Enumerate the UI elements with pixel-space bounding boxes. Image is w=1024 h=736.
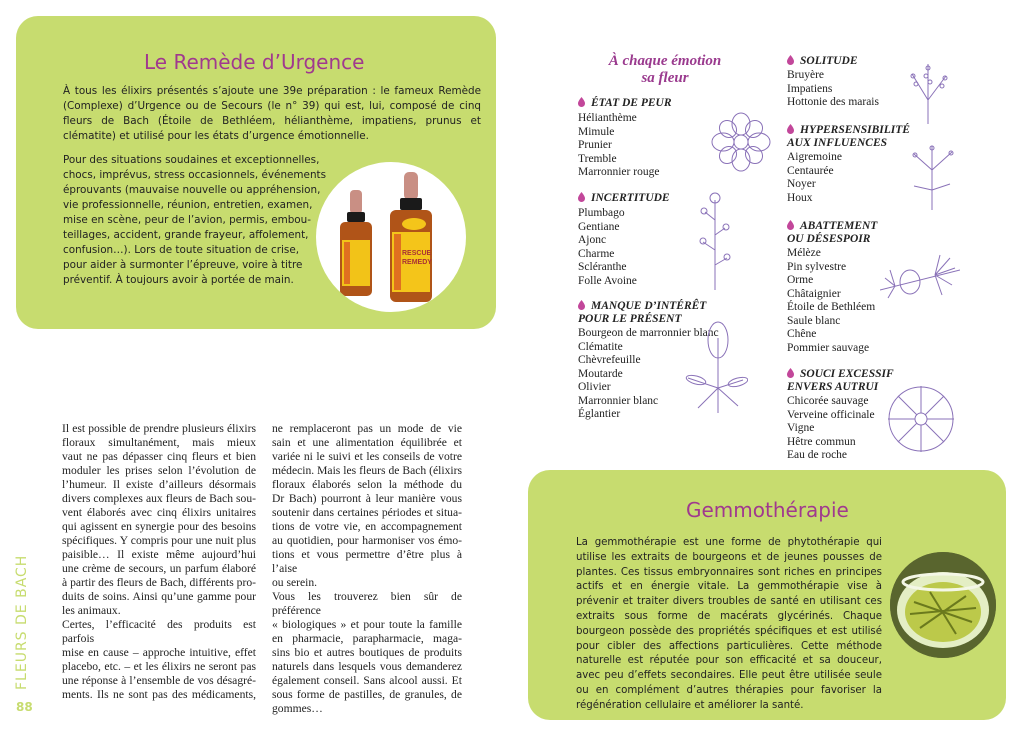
body-line: gommes… xyxy=(272,702,323,715)
flower-drop-icon xyxy=(787,124,794,134)
flower-item: Charme xyxy=(578,247,615,260)
body-column-1 xyxy=(62,422,256,702)
body-line: Vous les trouverez bien sûr de préférence xyxy=(272,590,462,617)
body-line: ne remplaceront pas un mode de vie xyxy=(272,422,462,435)
body-line: floraux simultanément, mais mieux xyxy=(62,436,256,449)
gemmo-title: Gemmothérapie xyxy=(686,498,849,522)
body-line: naturels dans lesquels vous demanderez xyxy=(272,660,462,673)
remede-para2-line: mise en scène, peur de l’avion, permis, embou- xyxy=(63,214,311,226)
flower-item: Scléranthe xyxy=(578,261,627,273)
gemmo-jar-photo xyxy=(890,552,996,658)
body-line: vaut ne pas dépasser cinq fleurs et bien xyxy=(62,450,256,463)
body-line: mise en cause – approche intuitive, effet xyxy=(62,646,256,659)
emotion-heading-line2: AUX INFLUENCES xyxy=(787,137,888,149)
remede-para2-line: chocs, imprévus, stress occasionnels, événements xyxy=(63,169,327,181)
body-line: spécifiques. Y compris pour une nuit plus xyxy=(62,534,256,547)
emotion-heading: ÉTAT DE PEUR xyxy=(578,97,748,110)
emotion-heading: MANQUE D’INTÉRÊT xyxy=(578,300,768,313)
flower-item: Centaurée xyxy=(787,164,834,177)
flower-item: Pin sylvestre xyxy=(787,260,847,273)
body-line: Dr Bach) pourront à leur manière vous xyxy=(272,492,462,505)
flower-item: Marronnier rouge xyxy=(578,166,660,178)
emotion-heading: INCERTITUDE xyxy=(578,192,748,205)
flower-item: Châtaignier xyxy=(787,287,841,300)
body-line: ments. Ils ne sont pas des médicaments, xyxy=(62,688,256,701)
body-line: variée ni le suivi et les conseils de votre xyxy=(272,450,462,463)
flower-item: Orme xyxy=(787,274,814,286)
flower-item: Hélianthème xyxy=(578,112,637,124)
flower-drop-icon xyxy=(578,192,585,202)
body-line: Certes, l’efficacité des produits est parfois xyxy=(62,618,256,645)
flower-item: Pommier sauvage xyxy=(787,341,870,354)
flower-item: Marronnier blanc xyxy=(578,394,659,407)
body-line: les animaux. xyxy=(62,604,121,617)
flower-item: Eau de roche xyxy=(787,449,848,461)
plumbago-illustration xyxy=(695,190,735,290)
body-line: moduler les prises selon l’évolution de xyxy=(62,464,256,477)
emotion-heading: HYPERSENSIBILITÉ xyxy=(787,124,957,137)
emotion-heading-line2: OU DÉSESPOIR xyxy=(787,233,871,245)
remede-title: Le Remède d’Urgence xyxy=(144,50,365,74)
flower-item: Bourgeon de marronnier blanc xyxy=(578,327,719,339)
body-line: médecin. Mais les fleurs de Bach (élixirs xyxy=(272,464,462,477)
body-line: « biologiques » et pour toute la famille xyxy=(272,618,462,631)
flower-item: Hêtre commun xyxy=(787,435,856,448)
flower-item: Tremble xyxy=(578,152,617,165)
flower-item: Ajonc xyxy=(578,234,607,246)
flower-item: Églantier xyxy=(578,408,621,420)
flower-item: Noyer xyxy=(787,178,816,190)
flower-item: Vigne xyxy=(787,422,815,434)
flower-item: Clématite xyxy=(578,340,623,353)
heather-illustration xyxy=(900,60,956,124)
rescue-remedy-photo xyxy=(316,162,466,312)
flower-drop-icon xyxy=(787,220,794,230)
sidebar-label: FLEURS DE BACH xyxy=(14,554,30,690)
body-line: l’humeur. Il existe d’ailleurs désormais xyxy=(62,478,256,491)
body-line: vent élaborés avec cinq élixirs unitaires xyxy=(62,506,256,519)
emotion-heading: SOUCI EXCESSIF xyxy=(787,368,957,381)
flower-item: Aigremoine xyxy=(787,151,842,163)
agrimony-illustration xyxy=(900,140,964,210)
flower-drop-icon xyxy=(578,97,585,107)
emotion-heading: SOLITUDE xyxy=(787,55,957,68)
body-line: sous forme de pastilles, de granules, de xyxy=(272,688,462,701)
body-line: en pharmacie, parapharmacie, maga- xyxy=(272,632,462,645)
flower-item: Plumbago xyxy=(578,207,625,219)
flower-item: Houx xyxy=(787,191,813,204)
flower-drop-icon xyxy=(787,368,794,378)
emotions-title-line1: À chaque émotion xyxy=(608,53,722,69)
body-line: paisible… Il existe même aujourd’hui xyxy=(62,548,256,561)
bottle-label-rescue: RESCUE xyxy=(402,250,432,257)
remede-para2-line: confusion…). Lors de toute situation de crise, xyxy=(63,244,300,256)
emotion-heading-line2: POUR LE PRÉSENT xyxy=(578,313,682,325)
body-line: qui agissent en synergie pour des besoins xyxy=(62,520,256,533)
body-line: tions de votre vie, en accompagnement xyxy=(272,520,462,533)
remede-para2-line: pour aider à surmonter l’épreuve, voire à titre xyxy=(63,259,303,271)
flower-item: Folle Avoine xyxy=(578,274,637,287)
remede-para2-line: teillages, accident, grande frayeur, affolement, xyxy=(63,229,309,241)
body-line: Il est possible de prendre plusieurs élixirs xyxy=(62,422,256,435)
body-line: sain et une alimentation équilibrée et xyxy=(272,436,462,449)
flower-item: Impatiens xyxy=(787,82,833,95)
flower-item: Mélèze xyxy=(787,247,821,259)
chicory-illustration xyxy=(882,382,960,456)
gemmo-panel xyxy=(528,470,1006,720)
flower-drop-icon xyxy=(787,55,794,65)
remede-panel xyxy=(16,16,496,329)
remede-para2-line: Pour des situations soudaines et exceptionnelles, xyxy=(63,154,320,166)
flower-item: Hottonie des marais xyxy=(787,96,879,108)
flower-drop-icon xyxy=(578,300,585,310)
flower-item: Olivier xyxy=(578,381,611,393)
larch-illustration xyxy=(880,250,960,310)
body-line: ou serein. xyxy=(272,576,318,589)
body-line: une réponse à l’ensemble de vos désagré- xyxy=(62,674,256,687)
body-line: soutenir dans certaines périodes et situa- xyxy=(272,506,462,519)
body-column-2 xyxy=(272,422,462,716)
remede-para2-line: éprouvants (mauvaise nouvelle ou appréhension, xyxy=(63,184,321,196)
body-line: placebo, etc. – et les élixirs ne seront pas xyxy=(62,660,256,673)
flower-item: Saule blanc xyxy=(787,314,841,327)
flower-item: Moutarde xyxy=(578,367,623,380)
flower-item: Mimule xyxy=(578,125,615,138)
body-line: au quotidien, pour harmoniser vos émo- xyxy=(272,534,462,547)
emotion-heading: ABATTEMENT xyxy=(787,220,957,233)
chestnut-bud-illustration xyxy=(678,318,748,418)
body-line: tions et vous permettre d’être plus à l’aise xyxy=(272,548,462,575)
emotions-title xyxy=(570,53,760,87)
remede-para2-line: vie professionnelle, réunion, entretien, examen, xyxy=(63,199,313,211)
body-line: floraux élaborés selon la méthode du xyxy=(272,478,462,491)
body-line: également conseil. Sans alcool aussi. Et xyxy=(272,674,462,687)
bottle-label-remedy: REMEDY xyxy=(402,259,432,266)
flower-item: Gentiane xyxy=(578,220,620,233)
flower-item: Chèvrefeuille xyxy=(578,354,641,366)
flower-item: Chicorée sauvage xyxy=(787,395,869,407)
flower-item: Prunier xyxy=(578,139,612,151)
emotion-heading-line2: ENVERS AUTRUI xyxy=(787,381,879,393)
body-line: une crème de secours, un parfum élaboré xyxy=(62,562,256,575)
body-line: à partir des fleurs de Bach, différents pro- xyxy=(62,576,256,589)
macerate-jar-illustration xyxy=(890,552,996,658)
body-line: divers complexes aux fleurs de Bach sou- xyxy=(62,492,256,505)
flower-item: Verveine officinale xyxy=(787,408,875,421)
flower-item: Étoile de Bethléem xyxy=(787,301,876,313)
remede-para1: À tous les élixirs présentés s’ajoute une 39e préparation : le fameux Remède (Complexe) d’Urgence ou de Secours (le n° 39) qui est, lui, composé de cinq fleurs de Bach (Étoile de Bethléem, hélianthème, impatiens, prunus et clématite) et utilisé pour les états d’urgence émotionnelle. xyxy=(63,85,481,142)
page-number: 88 xyxy=(16,700,33,714)
rescue-bottles-illustration xyxy=(316,162,466,312)
flower-item: Chêne xyxy=(787,328,817,340)
remede-para2-line: préventif. À toujours avoir à portée de main. xyxy=(63,274,294,286)
emotions-title-line2: sa fleur xyxy=(641,70,689,86)
flower-item: Bruyère xyxy=(787,69,825,81)
gemmo-paragraph: La gemmothérapie est une forme de phytothérapie qui utilise les extraits de bourgeons et de jeunes pousses de plantes. Ces tissus embryonnaires sont riches en principes actifs et en énergie vitale. La gemmothérapie vise à prévenir et traiter divers troubles de santé en utilisant ces extraits sous forme de macérats glycérinés. Chaque bourgeon possède des propriétés spécifiques et est utilisé pour cibler des affections particulières. Cette méthode naturelle est réputée pour son efficacité et sa douceur, avec peu d’effets secondaires. Elle peut être utilisée seule ou en complément d’autres thérapies pour favoriser la régénération cellulaire et améliorer la santé. xyxy=(576,537,882,711)
helianthemum-illustration xyxy=(704,112,778,172)
remede-para2 xyxy=(63,153,333,288)
body-line: sins bio et autres boutiques de produits xyxy=(272,646,462,659)
body-line: duits de soins. Ainsi qu’une gamme pour xyxy=(62,590,256,603)
